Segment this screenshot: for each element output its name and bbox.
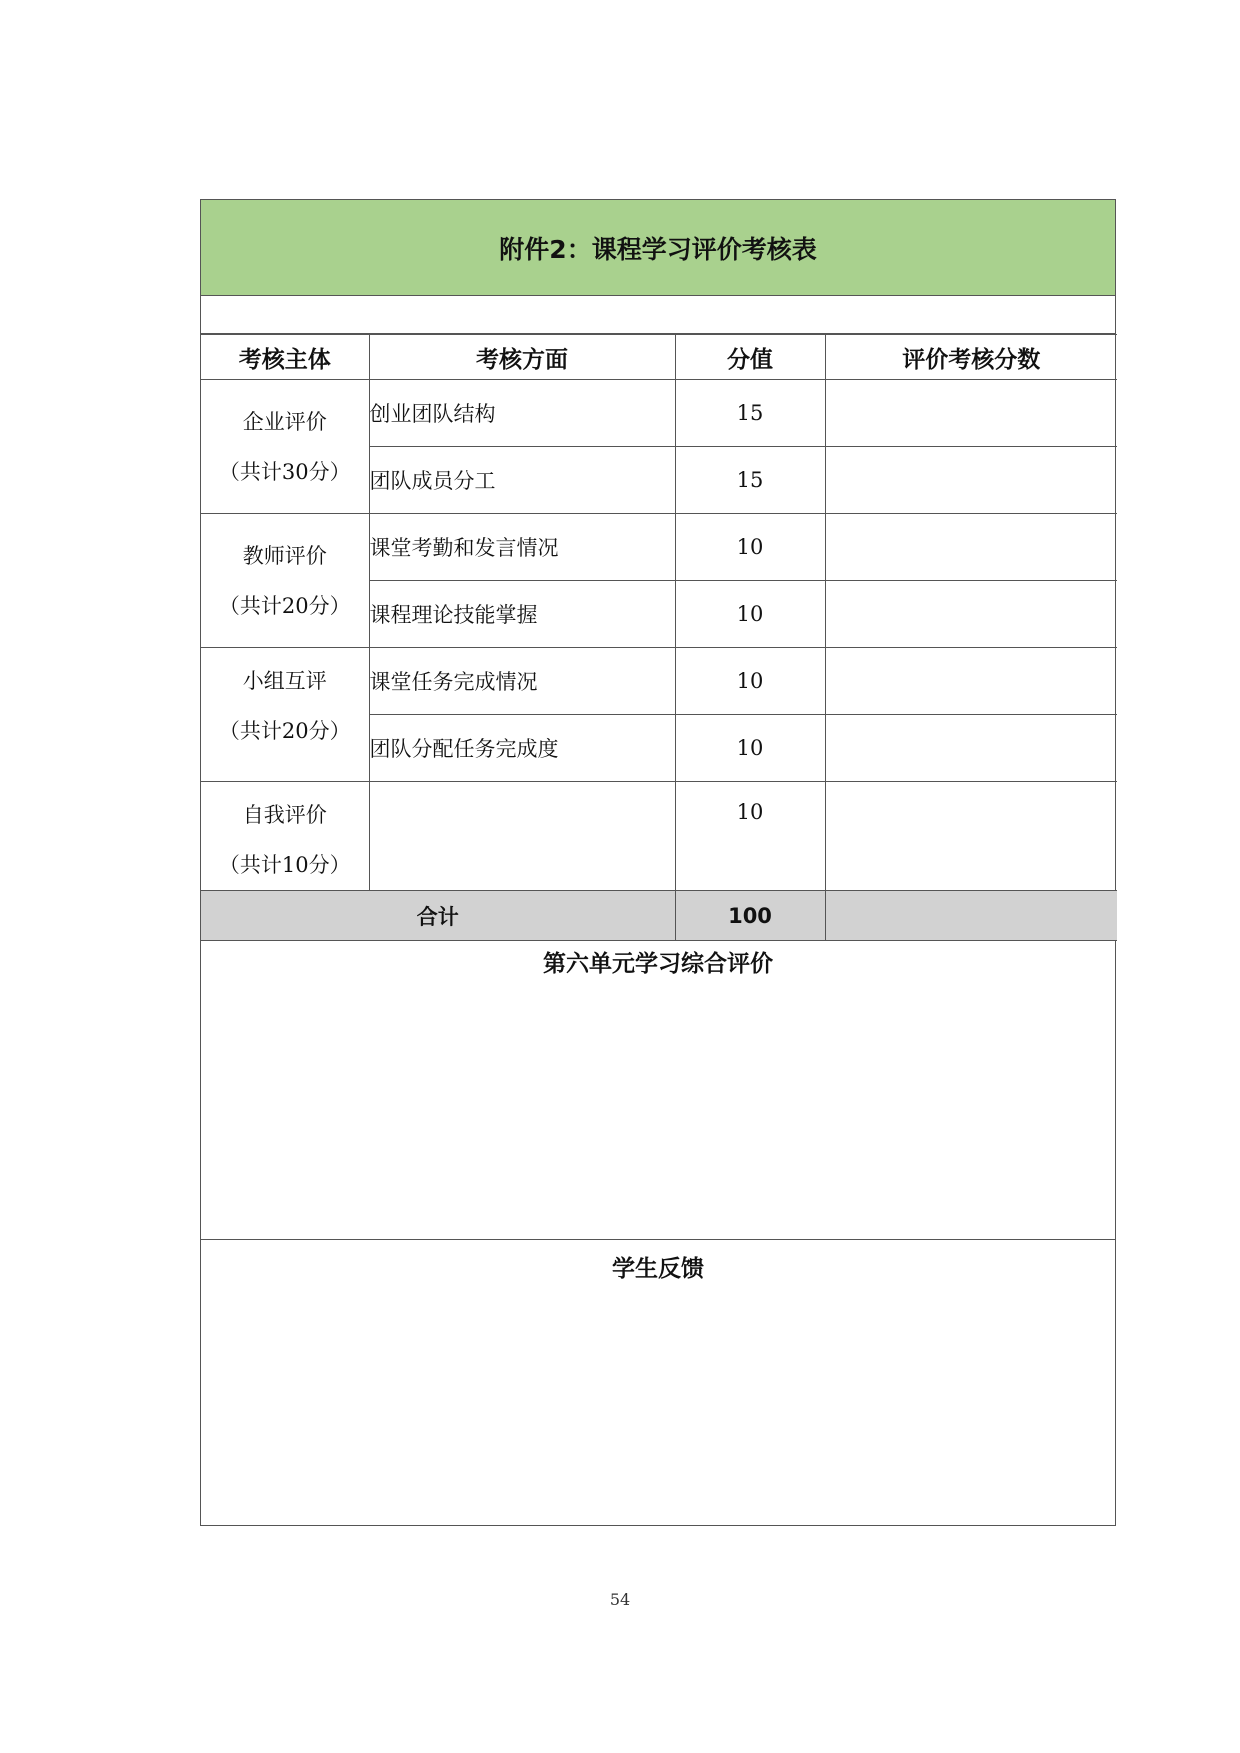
score-cell: 15: [675, 380, 825, 447]
result-cell[interactable]: [825, 447, 1117, 514]
score-cell: 10: [675, 581, 825, 648]
table-row: [201, 782, 1117, 891]
column-header-result: 评价考核分数: [825, 335, 1117, 380]
score-cell: 10: [675, 782, 825, 891]
subject-subtotal: （共计20分）: [218, 593, 351, 618]
student-feedback-section[interactable]: [201, 1240, 1115, 1525]
score-cell: 10: [675, 715, 825, 782]
result-cell[interactable]: [825, 581, 1117, 648]
result-cell[interactable]: [825, 514, 1117, 581]
aspect-cell: 课程理论技能掌握: [369, 581, 675, 648]
comprehensive-evaluation-title: 第六单元学习综合评价: [543, 951, 773, 977]
subject-cell: [201, 782, 369, 891]
aspect-cell: [369, 782, 675, 891]
total-result[interactable]: [825, 891, 1117, 941]
assessment-table: [201, 334, 1117, 941]
score-cell: 15: [675, 447, 825, 514]
aspect-cell: 课堂考勤和发言情况: [369, 514, 675, 581]
score-cell: 10: [675, 514, 825, 581]
total-row: [201, 891, 1117, 941]
subject-label: 小组互评: [242, 669, 327, 693]
result-cell[interactable]: [825, 648, 1117, 715]
subject-subtotal: （共计10分）: [218, 853, 351, 877]
result-cell[interactable]: [825, 380, 1117, 447]
result-cell[interactable]: [825, 715, 1117, 782]
form-title: 附件2：课程学习评价考核表: [201, 200, 1115, 296]
subject-label: 教师评价: [242, 543, 327, 568]
table-row: [201, 380, 1117, 447]
result-cell[interactable]: [825, 782, 1117, 891]
aspect-cell: 团队分配任务完成度: [369, 715, 675, 782]
subject-subtotal: （共计30分）: [218, 459, 351, 484]
total-score: 100: [675, 891, 825, 941]
subject-subtotal: （共计20分）: [218, 719, 351, 743]
subject-cell: [201, 514, 369, 648]
subject-cell: [201, 380, 369, 514]
column-header-aspect: 考核方面: [369, 335, 675, 380]
assessment-form: [200, 199, 1116, 1526]
page-number: 54: [609, 1590, 631, 1609]
aspect-cell: 创业团队结构: [369, 380, 675, 447]
column-header-score: 分值: [675, 335, 825, 380]
aspect-cell: 团队成员分工: [369, 447, 675, 514]
comprehensive-evaluation-section[interactable]: [201, 935, 1115, 1240]
subject-label: 自我评价: [242, 803, 327, 827]
table-header-row: [201, 335, 1117, 380]
table-row: [201, 514, 1117, 581]
total-label: 合计: [201, 891, 675, 941]
spacer-row: [201, 296, 1115, 334]
table-row: [201, 648, 1117, 715]
column-header-subject: 考核主体: [201, 335, 369, 380]
score-cell: 10: [675, 648, 825, 715]
aspect-cell: 课堂任务完成情况: [369, 648, 675, 715]
subject-label: 企业评价: [242, 409, 327, 434]
student-feedback-title: 学生反馈: [612, 1256, 704, 1282]
subject-cell: [201, 648, 369, 782]
